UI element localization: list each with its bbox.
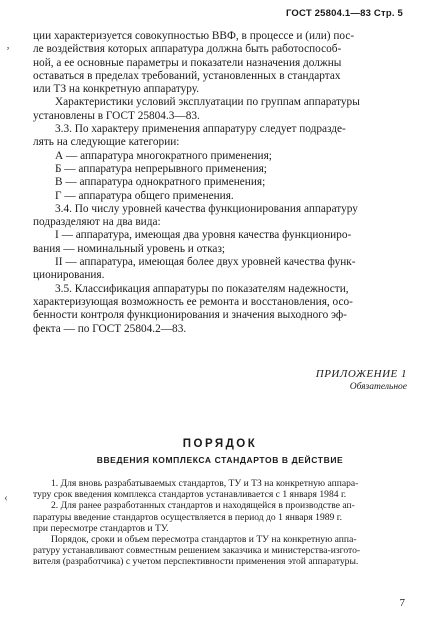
- section-title: ПОРЯДОК: [182, 438, 258, 450]
- margin-mark: ʼ: [6, 44, 10, 58]
- text-line: Г — аппаратура общего применения.: [55, 189, 234, 202]
- text-line: II — аппаратура, имеющая более двух уровней качества функ-: [55, 256, 356, 269]
- text-line: или ТЗ на конкретную аппаратуру.: [33, 83, 200, 96]
- paragraph: [33, 96, 407, 123]
- main-text: [33, 30, 407, 336]
- text-line: бенности контроля функционирования и значения выходного эф-: [33, 309, 347, 322]
- page-number: 7: [399, 597, 405, 609]
- text-line: А — аппаратура многократного применения;: [55, 149, 272, 162]
- text-line: Характеристики условий эксплуатации по группам аппаратуры: [55, 96, 360, 109]
- text-line: 2. Для ранее разработанных стандартов и находящейся в производстве ап-: [51, 500, 355, 512]
- text-line: фекта — по ГОСТ 25804.2—83.: [33, 322, 187, 335]
- text-line: вителя (разработчика) с учетом перспективности применения этой аппаратуры.: [33, 556, 359, 568]
- text-line: ционирования.: [33, 269, 105, 282]
- paragraph: [33, 190, 407, 203]
- text-line: 3.4. По числу уровней качества функционирования аппаратуру: [55, 202, 358, 215]
- paragraph: [33, 30, 407, 96]
- text-line: Б — аппаратура непрерывного применения;: [55, 162, 267, 175]
- text-line: паратуры введение стандартов осуществляется в период до 1 января 1989 г.: [33, 511, 342, 523]
- text-line: оставаться в пределах требований, установленных в стандартах: [33, 69, 341, 82]
- appendix-subtitle: Обязательное: [349, 382, 407, 392]
- paragraph: [33, 229, 407, 256]
- appendix-title: ПРИЛОЖЕНИЕ 1: [315, 368, 407, 380]
- paragraph: [33, 176, 407, 189]
- margin-mark: ‹: [4, 490, 8, 504]
- text-line: туру срок введения комплекса стандартов устанавливается с 1 января 1984 г.: [33, 489, 347, 501]
- text-line: 3.3. По характеру применения аппаратуру следует подразде-: [55, 123, 346, 136]
- text-line: Порядок, сроки и объем пересмотра стандартов и ТУ на конкретную аппа-: [51, 534, 357, 546]
- text-line: установлены в ГОСТ 25804.3—83.: [33, 109, 200, 122]
- paragraph: [33, 123, 407, 150]
- paragraph: [33, 478, 407, 500]
- page-header: ГОСТ 25804.1—83 Стр. 5: [285, 8, 403, 19]
- text-line: при пересмотре стандартов и ТУ.: [33, 522, 169, 534]
- text-line: 1. Для вновь разрабатываемых стандартов, ТУ и ТЗ на конкретную аппара-: [51, 478, 359, 489]
- paragraph: [33, 283, 407, 336]
- text-line: ратуру устанавливают совместным решением заказчика и министерства-изгото-: [33, 545, 361, 557]
- text-line: I — аппаратура, имеющая два уровня качества функциониро-: [55, 229, 352, 242]
- paragraph: [33, 500, 407, 534]
- paragraph: [33, 534, 407, 568]
- appendix-label: [316, 368, 407, 392]
- appendix-text: [33, 478, 407, 568]
- paragraph: [33, 163, 407, 176]
- paragraph: [33, 150, 407, 163]
- text-line: В — аппаратура однократного применения;: [55, 176, 266, 189]
- text-line: ции характеризуется совокупностью ВВФ, в процессе и (или) пос-: [33, 30, 355, 42]
- paragraph: [33, 203, 407, 230]
- text-line: ле воздействия которых аппаратура должна быть работоспособ-: [33, 43, 342, 56]
- text-line: ной, а ее основные параметры и показатели назначения должны: [33, 56, 342, 69]
- paragraph: [33, 256, 407, 283]
- text-line: вания — номинальный уровень и отказ;: [33, 242, 226, 255]
- text-line: характеризующая возможность ее ремонта и восстановления, осо-: [33, 295, 353, 308]
- text-line: 3.5. Классификация аппаратуры по показателям надежности,: [55, 282, 349, 295]
- text-line: подразделяют на два вида:: [33, 216, 161, 229]
- section-subtitle: ВВЕДЕНИЯ КОМПЛЕКСА СТАНДАРТОВ В ДЕЙСТВИЕ: [96, 455, 344, 465]
- text-line: лять на следующие категории:: [33, 136, 180, 149]
